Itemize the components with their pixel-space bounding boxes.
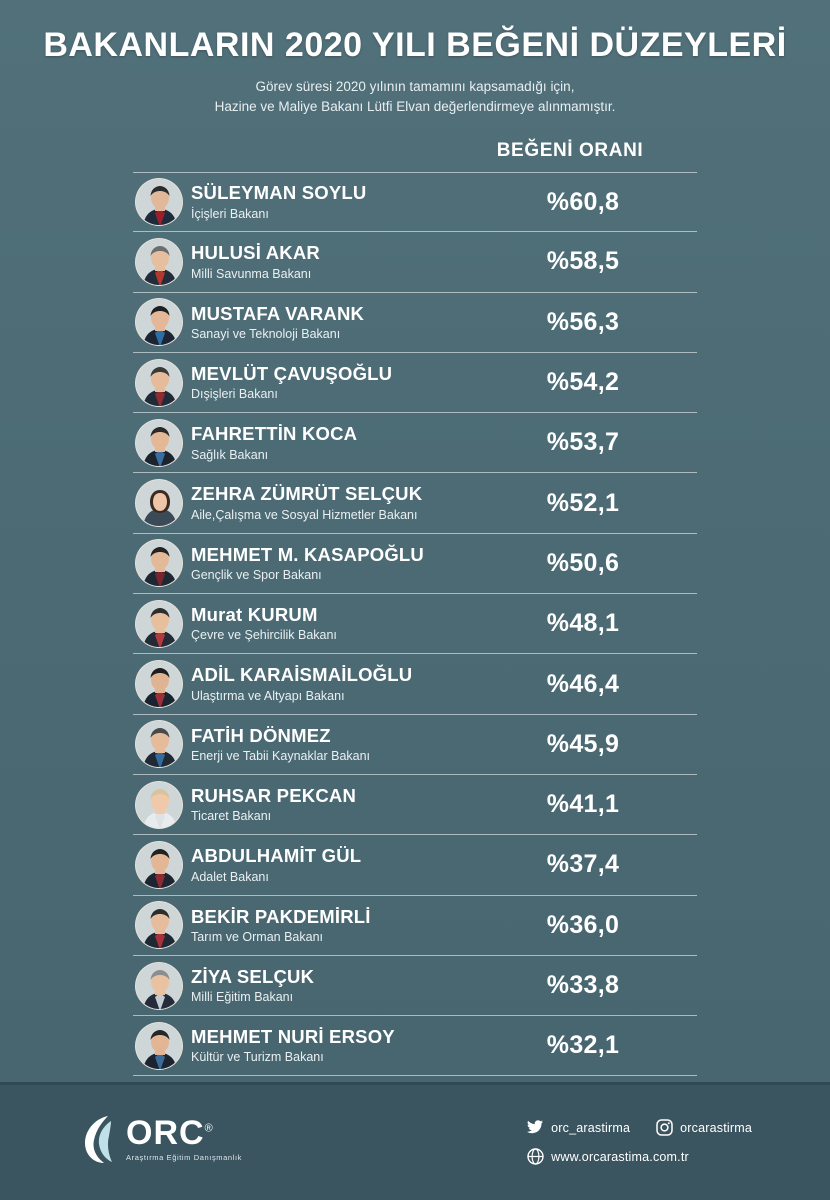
- minister-list: [133, 172, 697, 1076]
- table-row: [133, 172, 697, 232]
- footer: [0, 1082, 830, 1200]
- orc-logo-text: ORC®: [126, 1114, 214, 1152]
- person-title: Sağlık Bakanı: [191, 447, 269, 462]
- approval-rate: %53,7: [546, 428, 620, 457]
- table-row: [133, 956, 697, 1016]
- avatar: [135, 841, 183, 889]
- registered-mark: ®: [204, 1122, 214, 1135]
- avatar: [135, 781, 183, 829]
- person-title: Ticaret Bakanı: [191, 809, 272, 824]
- person-name: BEKİR PAKDEMİRLİ: [191, 905, 371, 927]
- person-name: RUHSAR PEKCAN: [191, 784, 356, 806]
- approval-rate: %41,1: [546, 790, 620, 819]
- person-name: MEHMET NURİ ERSOY: [191, 1026, 395, 1048]
- table-row: [133, 896, 697, 956]
- orc-logo: [78, 1113, 242, 1165]
- avatar: [135, 298, 183, 346]
- person-title: İçişleri Bakanı: [191, 206, 269, 221]
- instagram-link[interactable]: [656, 1119, 752, 1136]
- subtitle-line-1: Görev süresi 2020 yılının tamamını kapsamadığı için,: [255, 79, 575, 94]
- person-name: MUSTAFA VARANK: [191, 302, 365, 324]
- avatar: [135, 600, 183, 648]
- avatar: [135, 962, 183, 1010]
- approval-rate: %56,3: [546, 307, 620, 336]
- person-name: FAHRETTİN KOCA: [191, 423, 358, 445]
- person-name: ZİYA SELÇUK: [191, 965, 315, 987]
- approval-rate: %46,4: [546, 669, 620, 698]
- person-name: FATİH DÖNMEZ: [191, 724, 331, 746]
- rate-column-header: BEĞENİ ORANI: [496, 140, 644, 161]
- subtitle-line-2: Hazine ve Maliye Bakanı Lütfi Elvan değerlendirmeye alınmamıştır.: [214, 98, 616, 114]
- avatar: [135, 238, 183, 286]
- globe-icon: [527, 1148, 544, 1165]
- table-row: [133, 775, 697, 835]
- approval-rate: %54,2: [546, 368, 620, 397]
- table-row: [133, 353, 697, 413]
- avatar: [135, 479, 183, 527]
- approval-rate: %33,8: [546, 971, 620, 999]
- avatar: [135, 178, 183, 226]
- instagram-handle: orcarastirma: [680, 1120, 752, 1135]
- table-row: [133, 473, 697, 533]
- person-name: MEHMET M. KASAPOĞLU: [191, 543, 424, 565]
- twitter-handle: orc_arastirma: [551, 1120, 631, 1135]
- approval-rate: %52,1: [546, 488, 620, 517]
- table-row: [133, 1016, 697, 1076]
- orc-logo-mark-icon: [78, 1113, 124, 1165]
- person-title: Adalet Bakanı: [191, 869, 269, 884]
- person-title: Aile,Çalışma ve Sosyal Hizmetler Bakanı: [191, 507, 418, 522]
- avatar: [135, 1022, 183, 1070]
- approval-rate: %50,6: [546, 548, 620, 577]
- table-row: [133, 413, 697, 473]
- approval-rate: %36,0: [546, 910, 620, 939]
- table-row: [133, 293, 697, 353]
- website-url: www.orcarastima.com.tr: [551, 1149, 689, 1164]
- person-title: Milli Eğitim Bakanı: [191, 990, 294, 1005]
- person-name: HULUSİ AKAR: [191, 242, 320, 264]
- person-title: Tarım ve Orman Bakanı: [191, 929, 323, 944]
- table-row: [133, 654, 697, 714]
- approval-rate: %37,4: [546, 850, 620, 879]
- approval-rate: %32,1: [546, 1031, 620, 1060]
- avatar: [135, 539, 183, 587]
- avatar: [135, 359, 183, 407]
- avatar: [135, 901, 183, 949]
- instagram-icon: [656, 1119, 673, 1136]
- subtitle: [0, 77, 830, 116]
- approval-rate: %48,1: [546, 609, 620, 638]
- page-title: BAKANLARIN 2020 YILI BEĞENİ DÜZEYLERİ: [43, 26, 787, 64]
- twitter-icon: [527, 1119, 544, 1136]
- avatar: [135, 419, 183, 467]
- person-name: ADİL KARAİSMAİLOĞLU: [191, 664, 413, 686]
- approval-rate: %45,9: [546, 729, 620, 758]
- person-title: Sanayi ve Teknoloji Bakanı: [191, 326, 341, 341]
- person-name: ABDULHAMİT GÜL: [191, 845, 362, 867]
- person-name: Murat KURUM: [191, 604, 318, 626]
- table-row: [133, 534, 697, 594]
- person-title: Çevre ve Şehircilik Bakanı: [191, 628, 337, 643]
- column-header: [0, 140, 830, 170]
- table-row: [133, 232, 697, 292]
- table-row: [133, 594, 697, 654]
- website-link[interactable]: [527, 1148, 689, 1165]
- table-row: [133, 835, 697, 895]
- person-title: Ulaştırma ve Altyapı Bakanı: [191, 688, 345, 703]
- person-title: Enerji ve Tabii Kaynaklar Bakanı: [191, 748, 371, 763]
- approval-rate: %60,8: [546, 187, 620, 216]
- header: [0, 0, 830, 116]
- avatar: [135, 720, 183, 768]
- orc-logo-tagline: Araştırma Eğitim Danışmanlık: [126, 1153, 242, 1162]
- twitter-link[interactable]: [527, 1119, 630, 1136]
- person-name: ZEHRA ZÜMRÜT SELÇUK: [191, 483, 423, 505]
- person-name: SÜLEYMAN SOYLU: [191, 182, 367, 204]
- avatar: [135, 660, 183, 708]
- approval-rate: %58,5: [546, 247, 620, 276]
- person-title: Kültür ve Turizm Bakanı: [191, 1050, 324, 1065]
- person-title: Milli Savunma Bakanı: [191, 266, 312, 281]
- table-row: [133, 715, 697, 775]
- social-links: [527, 1119, 752, 1165]
- person-title: Gençlik ve Spor Bakanı: [191, 568, 322, 583]
- person-title: Dışişleri Bakanı: [191, 387, 278, 402]
- person-name: MEVLÜT ÇAVUŞOĞLU: [191, 362, 393, 384]
